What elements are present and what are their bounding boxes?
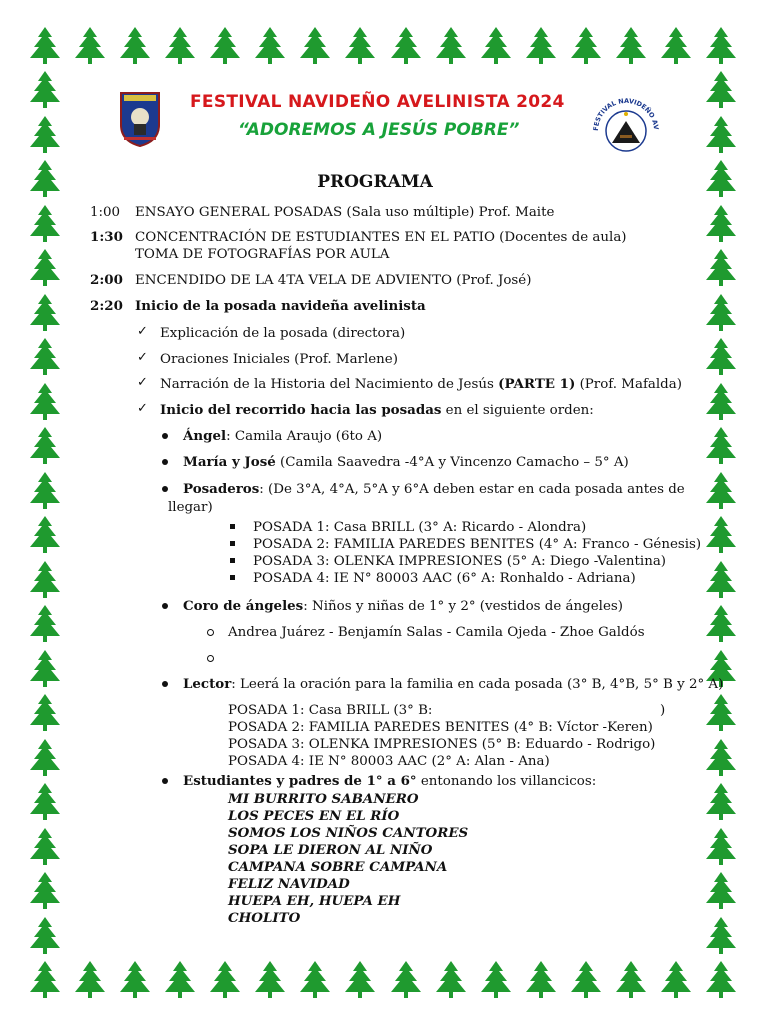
circle-bullet-icon — [207, 629, 214, 636]
christmas-tree-icon — [704, 604, 738, 644]
lector-posada: POSADA 4: IE N° 80003 AAC (2° A: Alan - Ana) — [228, 754, 550, 769]
festival-title: FESTIVAL NAVIDEÑO AVELINISTA 2024 — [190, 92, 565, 112]
bullet-icon — [162, 433, 168, 439]
schedule-text: ENSAYO GENERAL POSADAS (Sala uso múltiple) Prof. Maite — [135, 205, 555, 220]
christmas-tree-icon — [479, 960, 513, 1000]
bullet-icon — [162, 778, 168, 784]
christmas-tree-icon — [434, 26, 468, 66]
christmas-tree-icon — [704, 382, 738, 422]
role-angel: Ángel: Camila Araujo (6to A) — [183, 428, 383, 444]
christmas-tree-icon — [28, 560, 62, 600]
square-bullet-icon — [230, 558, 235, 563]
schedule-row-4 — [90, 298, 426, 315]
school-crest-logo — [118, 91, 162, 147]
role-estudiantes: Estudiantes y padres de 1° a 6° entonando los villancicos: — [183, 773, 597, 789]
christmas-tree-icon — [704, 515, 738, 555]
festival-logo — [590, 91, 662, 163]
lector-posada: POSADA 2: FAMILIA PAREDES BENITES (4° B: Víctor -Keren) — [228, 720, 653, 735]
schedule-row-2-cont: TOMA DE FOTOGRAFÍAS POR AULA — [135, 247, 390, 262]
song-item: MI BURRITO SABANERO — [228, 791, 419, 807]
festival-subtitle: “ADOREMOS A JESÚS POBRE” — [238, 120, 520, 140]
schedule-text: CONCENTRACIÓN DE ESTUDIANTES EN EL PATIO (Docentes de aula) — [135, 230, 627, 245]
role-maria-jose: María y José (Camila Saavedra -4°A y Vincenzo Camacho – 5° A) — [183, 454, 629, 470]
christmas-tree-icon — [28, 871, 62, 911]
bullet-icon — [162, 459, 168, 465]
song-item: SOPA LE DIERON AL NIÑO — [228, 842, 433, 858]
schedule-time: 2:00 — [90, 272, 123, 288]
checkmark-icon: ✓ — [137, 401, 148, 416]
christmas-tree-icon — [524, 26, 558, 66]
christmas-tree-icon — [569, 26, 603, 66]
posada-item: POSADA 3: OLENKA IMPRESIONES (5° A: Diego -Valentina) — [253, 554, 667, 569]
christmas-tree-icon — [659, 960, 693, 1000]
check-item-3: Narración de la Historia del Nacimiento de Jesús (PARTE 1) (Prof. Mafalda) — [160, 376, 682, 392]
role-lector: Lector: Leerá la oración para la familia en cada posada (3° B, 4°B, 5° B y 2° A) — [183, 676, 724, 692]
christmas-tree-icon — [704, 293, 738, 333]
schedule-row-3 — [90, 272, 531, 289]
christmas-tree-icon — [569, 960, 603, 1000]
christmas-tree-icon — [704, 960, 738, 1000]
posada-item: POSADA 2: FAMILIA PAREDES BENITES (4° A: Franco - Génesis) — [253, 537, 702, 552]
lector-posada: POSADA 1: Casa BRILL (3° B: — [228, 703, 433, 718]
christmas-tree-icon — [614, 26, 648, 66]
christmas-tree-icon — [704, 916, 738, 956]
christmas-tree-icon — [614, 960, 648, 1000]
checkmark-icon: ✓ — [137, 350, 148, 365]
christmas-tree-icon — [704, 248, 738, 288]
program-heading: PROGRAMA — [317, 172, 433, 192]
christmas-tree-icon — [28, 782, 62, 822]
christmas-tree-icon — [704, 159, 738, 199]
christmas-tree-icon — [524, 960, 558, 1000]
check-item-1: Explicación de la posada (directora) — [160, 326, 406, 341]
christmas-tree-icon — [208, 26, 242, 66]
role-posaderos: Posaderos: (De 3°A, 4°A, 5°A y 6°A deben estar en cada posada antes de — [183, 481, 685, 497]
song-item: CHOLITO — [228, 910, 301, 926]
christmas-tree-icon — [73, 26, 107, 66]
christmas-tree-icon — [704, 827, 738, 867]
schedule-text: Inicio de la posada navideña avelinista — [135, 298, 426, 314]
christmas-tree-icon — [163, 960, 197, 1000]
song-list — [228, 791, 468, 927]
christmas-tree-icon — [343, 960, 377, 1000]
schedule-text: ENCENDIDO DE LA 4TA VELA DE ADVIENTO (Prof. José) — [135, 273, 532, 288]
check-item-2: Oraciones Iniciales (Prof. Marlene) — [160, 352, 398, 367]
christmas-tree-icon — [253, 26, 287, 66]
christmas-tree-icon — [28, 515, 62, 555]
song-item: CAMPANA SOBRE CAMPANA — [228, 859, 448, 875]
lector-posada-close: ) — [660, 703, 666, 718]
coro-names: Andrea Juárez - Benjamín Salas - Camila Ojeda - Zhoe Galdós — [228, 625, 645, 640]
christmas-tree-icon — [28, 960, 62, 1000]
lector-posada: POSADA 3: OLENKA IMPRESIONES (5° B: Eduardo - Rodrigo) — [228, 737, 656, 752]
schedule-time: 1:00 — [90, 205, 121, 220]
christmas-tree-icon — [434, 960, 468, 1000]
song-item: SOMOS LOS NIÑOS CANTORES — [228, 825, 469, 841]
christmas-tree-icon — [253, 960, 287, 1000]
check-item-4: Inicio del recorrido hacia las posadas en el siguiente orden: — [160, 402, 594, 418]
role-posaderos-cont: llegar) — [168, 500, 213, 515]
festival-logo-text: FESTIVAL NAVIDEÑO AV — [591, 96, 661, 132]
christmas-tree-icon — [659, 26, 693, 66]
christmas-tree-icon — [704, 871, 738, 911]
christmas-tree-icon — [73, 960, 107, 1000]
christmas-tree-icon — [389, 960, 423, 1000]
christmas-tree-icon — [28, 248, 62, 288]
christmas-tree-icon — [704, 115, 738, 155]
bullet-icon — [162, 603, 168, 609]
christmas-tree-icon — [118, 960, 152, 1000]
bullet-icon — [162, 681, 168, 687]
christmas-tree-icon — [704, 471, 738, 511]
christmas-tree-icon — [28, 426, 62, 466]
christmas-tree-icon — [28, 649, 62, 689]
song-item: FELIZ NAVIDAD — [228, 876, 350, 892]
role-coro: Coro de ángeles: Niños y niñas de 1° y 2° (vestidos de ángeles) — [183, 598, 623, 614]
christmas-tree-icon — [704, 26, 738, 66]
christmas-tree-icon — [163, 26, 197, 66]
christmas-tree-icon — [704, 337, 738, 377]
christmas-tree-icon — [28, 204, 62, 244]
schedule-time: 1:30 — [90, 229, 123, 245]
christmas-tree-icon — [298, 26, 332, 66]
christmas-tree-icon — [298, 960, 332, 1000]
schedule-row-1 — [90, 204, 554, 221]
song-item: HUEPA EH, HUEPA EH — [228, 893, 401, 909]
square-bullet-icon — [230, 524, 235, 529]
christmas-tree-icon — [704, 738, 738, 778]
christmas-tree-icon — [28, 159, 62, 199]
checkmark-icon: ✓ — [137, 375, 148, 390]
christmas-tree-icon — [118, 26, 152, 66]
christmas-tree-icon — [479, 26, 513, 66]
christmas-tree-icon — [28, 738, 62, 778]
christmas-tree-icon — [704, 70, 738, 110]
christmas-tree-icon — [28, 916, 62, 956]
posada-item: POSADA 4: IE N° 80003 AAC (6° A: Ronhaldo - Adriana) — [253, 571, 636, 586]
christmas-tree-icon — [704, 560, 738, 600]
checkmark-icon: ✓ — [137, 324, 148, 339]
christmas-tree-icon — [704, 204, 738, 244]
christmas-tree-icon — [28, 693, 62, 733]
christmas-tree-icon — [28, 382, 62, 422]
christmas-tree-icon — [28, 115, 62, 155]
posada-item: POSADA 1: Casa BRILL (3° A: Ricardo - Alondra) — [253, 520, 587, 535]
christmas-tree-icon — [704, 693, 738, 733]
square-bullet-icon — [230, 541, 235, 546]
song-item: LOS PECES EN EL RÍO — [228, 808, 400, 824]
bullet-icon — [162, 486, 168, 492]
christmas-tree-icon — [28, 604, 62, 644]
circle-bullet-icon — [207, 655, 214, 662]
christmas-tree-icon — [28, 26, 62, 66]
christmas-tree-icon — [343, 26, 377, 66]
square-bullet-icon — [230, 575, 235, 580]
christmas-tree-icon — [28, 471, 62, 511]
christmas-tree-icon — [28, 337, 62, 377]
christmas-tree-icon — [389, 26, 423, 66]
christmas-tree-icon — [704, 782, 738, 822]
program-page — [70, 75, 724, 955]
christmas-tree-icon — [208, 960, 242, 1000]
christmas-tree-icon — [28, 293, 62, 333]
christmas-tree-icon — [28, 827, 62, 867]
christmas-tree-icon — [704, 426, 738, 466]
christmas-tree-icon — [28, 70, 62, 110]
schedule-time: 2:20 — [90, 298, 123, 314]
schedule-row-2 — [90, 229, 627, 246]
